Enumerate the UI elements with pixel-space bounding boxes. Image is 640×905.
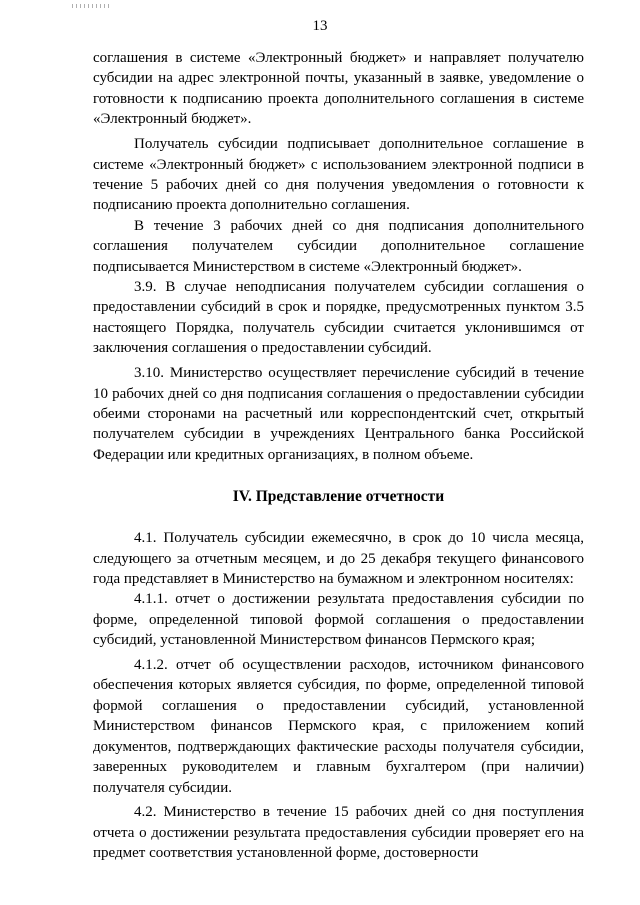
paragraph: В течение 3 рабочих дней со дня подписания дополнительного соглашения получателем субсидии дополнительное соглашение подписывается Министерством в системе «Электронный бюджет». xyxy=(93,217,584,275)
paragraph: Получатель субсидии подписывает дополнительное соглашение в системе «Электронный бюджет» с использованием электронной подписи в течение 5 рабочих дней со дня получения уведомления о готовности к подписанию проекта дополнительно соглашения. xyxy=(93,136,584,214)
paragraph: 4.2. Министерство в течение 15 рабочих дней со дня поступления отчета о достижении результата предоставления субсидии проверяет его на предмет соответствия установленной форме, достоверности xyxy=(93,804,584,862)
scan-artifact xyxy=(72,4,112,8)
paragraph: 3.10. Министерство осуществляет перечисление субсидий в течение 10 рабочих дней со дня подписания соглашения о предоставлении субсидии обеими сторонами на расчетный или корреспондентский счет, открытый получателем субсидии в учреждениях Центрального банка Российской Федерации или кредитных организациях, в полном объеме. xyxy=(93,365,584,463)
paragraph: 4.1. Получатель субсидии ежемесячно, в срок до 10 числа месяца, следующего за отчетным месяцем, и до 25 декабря текущего финансового года представляет в Министерство на бумажном и электронном носителях: xyxy=(93,530,584,587)
paragraph: 4.1.2. отчет об осуществлении расходов, источником финансового обеспечения которых является субсидия, по форме, определенной типовой формой соглашения о предоставлении субсидий, установленной Министерством финансов Пермского края, с приложением копий документов, подтверждающих фактические расходы получателя субсидии, заверенных руководителем и главным бухгалтером (при наличии) получателя субсидии. xyxy=(93,657,584,796)
page-number: 13 xyxy=(312,18,328,34)
paragraph: соглашения в системе «Электронный бюджет» и направляет получателю субсидии на адрес электронной почты, указанный в заявке, уведомление о готовности к подписанию проекта дополнительного соглашения в системе «Электронный бюджет». xyxy=(93,50,584,128)
document-body xyxy=(93,48,584,864)
paragraph: 3.9. В случае неподписания получателем субсидии соглашения о предоставлении субсидий в срок и порядке, предусмотренных пунктом 3.5 настоящего Порядка, получатель субсидии считается уклонившимся от заключения соглашения о предоставлении субсидий. xyxy=(93,278,584,357)
section-heading: IV. Представление отчетности xyxy=(232,488,445,506)
paragraph: 4.1.1. отчет о достижении результата предоставления субсидии по форме, определенной типовой формой соглашения о предоставлении субсидий, установленной Министерством финансов Пермского края; xyxy=(93,591,584,649)
